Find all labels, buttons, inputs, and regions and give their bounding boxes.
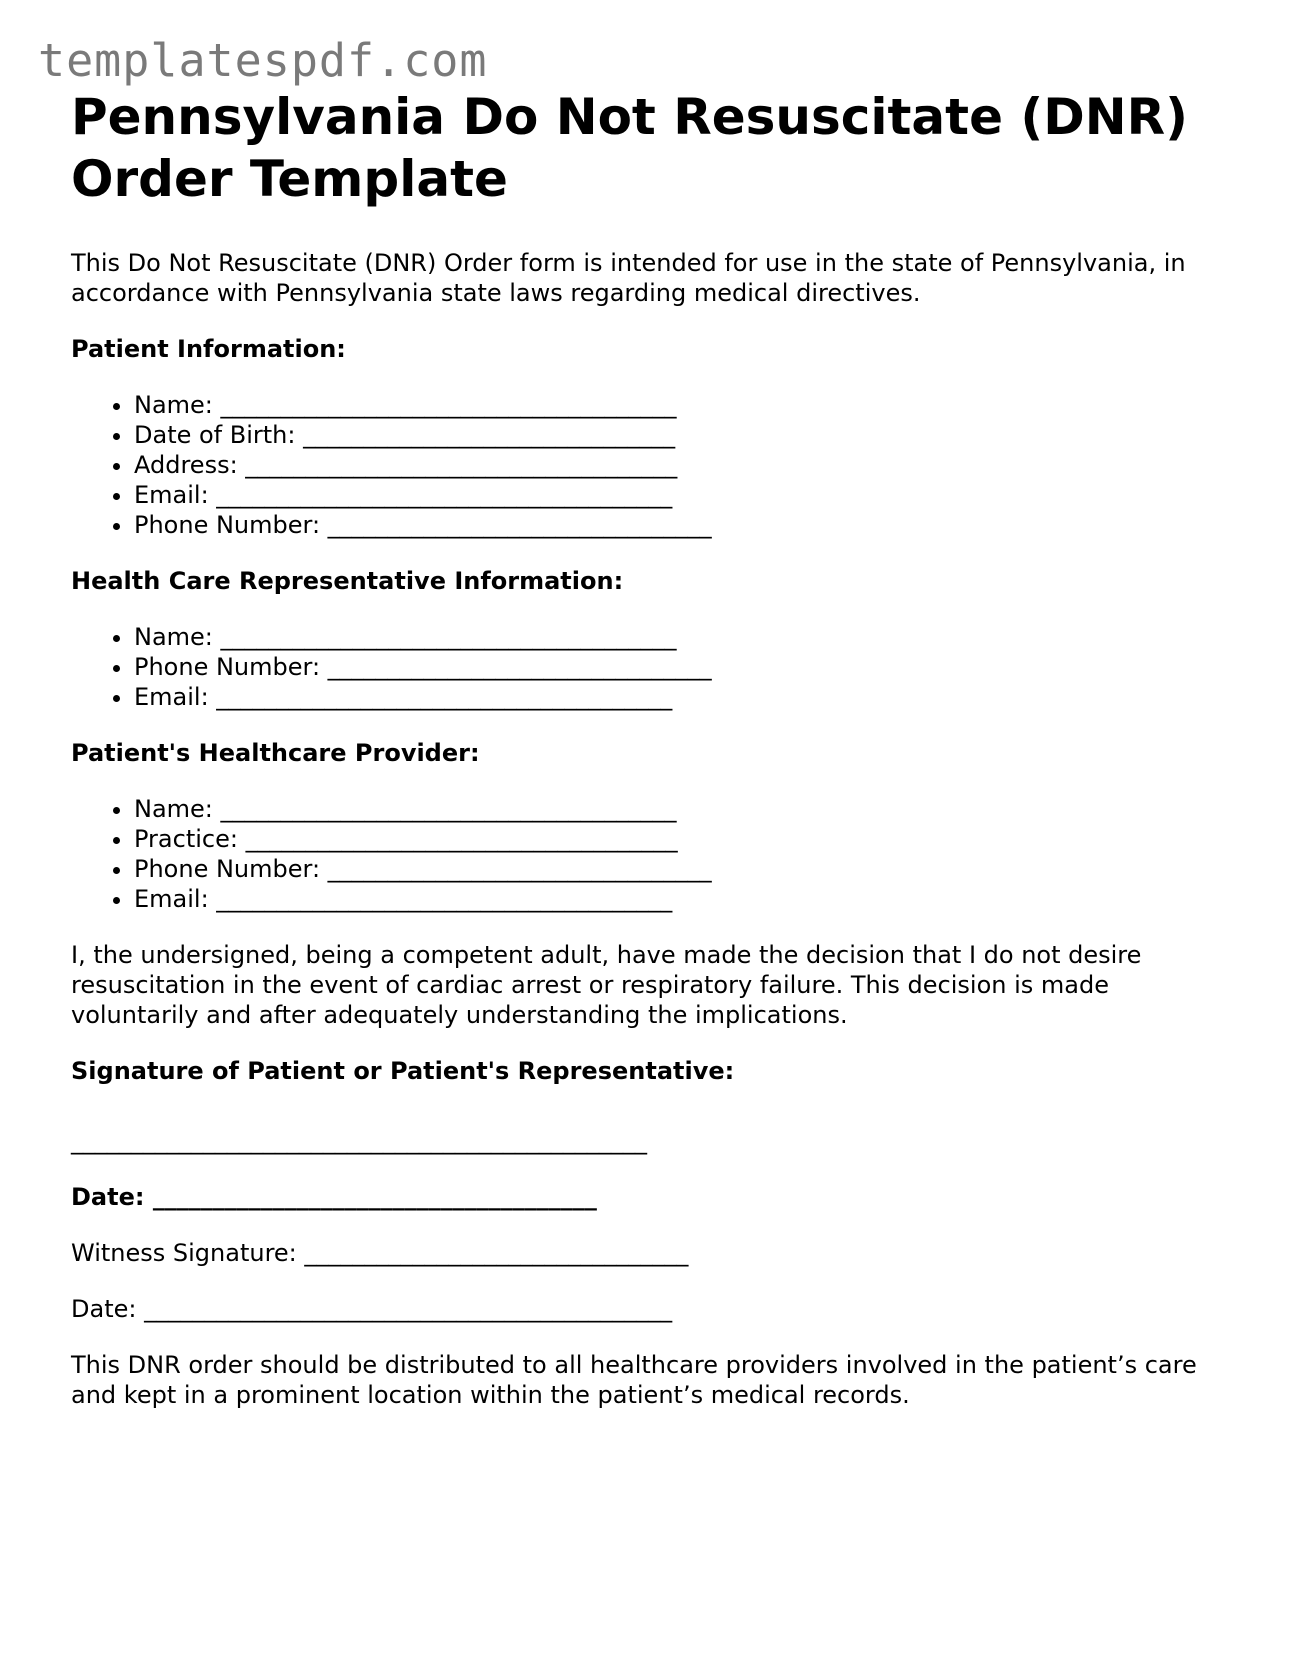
watermark-logo: templatespdf.com (38, 34, 488, 87)
patient-dob-field[interactable]: • Date of Birth: _______________________________ (134, 420, 1231, 450)
patient-email-field[interactable]: • Email: ______________________________________ (134, 480, 1231, 510)
representative-phone-field[interactable]: • Phone Number: ________________________________ (134, 652, 1231, 682)
patient-name-field[interactable]: • Name: ______________________________________ (134, 390, 1231, 420)
signature-heading: Signature of Patient or Patient's Representative: (71, 1057, 735, 1085)
provider-name-field[interactable]: • Name: ______________________________________ (134, 794, 1231, 824)
representative-name-field[interactable]: • Name: ______________________________________ (134, 622, 1231, 652)
signature-date-line: _____________________________________ (144, 1183, 597, 1211)
intro-paragraph: This Do Not Resuscitate (DNR) Order form is intended for use in the state of Pennsylvania, in accordance with Pennsylvania state laws regarding medical directives. (71, 249, 1186, 307)
provider-info-heading: Patient's Healthcare Provider: (71, 739, 480, 767)
provider-email-field[interactable]: • Email: ______________________________________ (134, 884, 1231, 914)
page-title: Pennsylvania Do Not Resuscitate (DNR) Order Template (71, 88, 1188, 208)
witness-date-field[interactable]: Date: ____________________________________________ (71, 1295, 673, 1323)
provider-phone-field[interactable]: • Phone Number: ________________________________ (134, 854, 1231, 884)
representative-info-list (71, 622, 1231, 712)
signature-line[interactable]: ________________________________________________ (71, 1127, 647, 1155)
document-page (71, 86, 1231, 1410)
representative-info-heading: Health Care Representative Information: (71, 567, 624, 595)
patient-info-list (71, 390, 1231, 540)
provider-info-list (71, 794, 1231, 914)
representative-email-field[interactable]: • Email: ______________________________________ (134, 682, 1231, 712)
patient-phone-field[interactable]: • Phone Number: ________________________________ (134, 510, 1231, 540)
patient-address-field[interactable]: • Address: ____________________________________ (134, 450, 1231, 480)
consent-statement: I, the undersigned, being a competent adult, have made the decision that I do not desire resuscitation in the event of cardiac arrest or respiratory failure. This decision is made voluntarily and after adequately understanding the implications. (71, 941, 1142, 1029)
provider-practice-field[interactable]: • Practice: ____________________________________ (134, 824, 1231, 854)
signature-date-field[interactable] (71, 1182, 1231, 1212)
patient-info-heading: Patient Information: (71, 335, 346, 363)
closing-paragraph: This DNR order should be distributed to all healthcare providers involved in the patient’s care and kept in a prominent location within the patient’s medical records. (71, 1351, 1197, 1409)
witness-signature-field[interactable]: Witness Signature: ________________________________ (71, 1239, 689, 1267)
signature-date-label: Date: (71, 1183, 145, 1211)
